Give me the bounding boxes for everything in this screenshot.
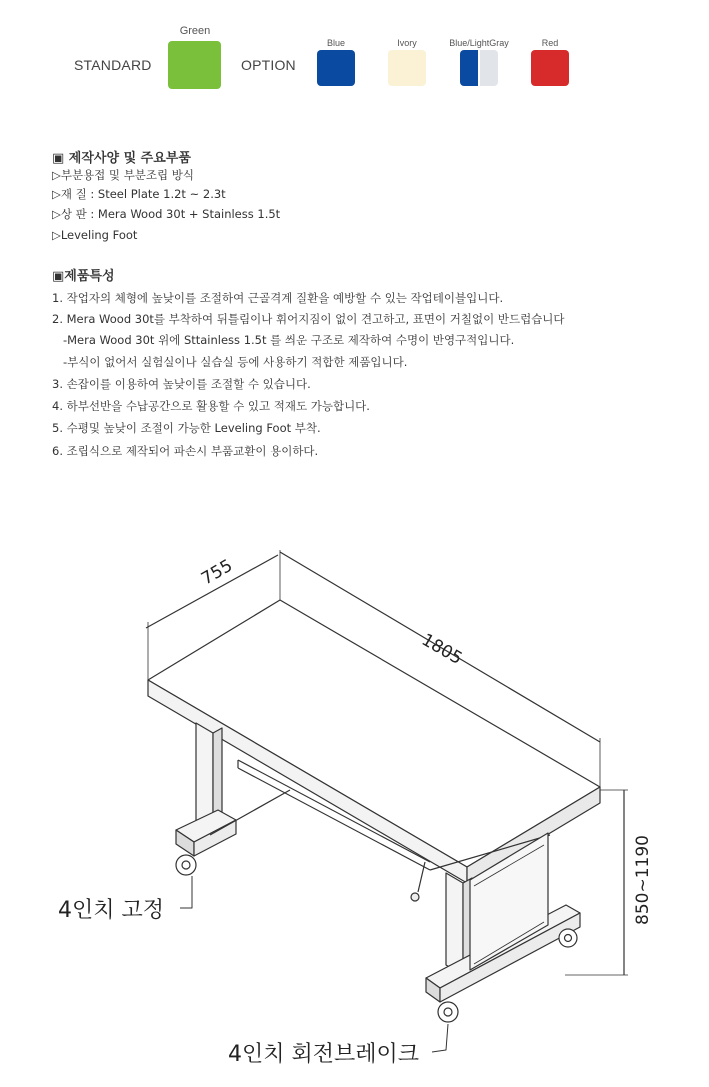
feature-line: 5. 수평및 높낮이 조절이 가능한 Leveling Foot 부착. bbox=[52, 421, 321, 435]
blue-swatch-label: Blue bbox=[326, 38, 345, 48]
feature-line: 4. 하부선반을 수납공간으로 활용할 수 있고 적재도 가능합니다. bbox=[52, 399, 370, 413]
blue-lightgray-swatch bbox=[460, 50, 498, 86]
feature-line: 6. 조립식으로 제작되어 파손시 부품교환이 용이하다. bbox=[52, 444, 319, 458]
crank-handle bbox=[418, 862, 425, 892]
ivory-swatch bbox=[388, 50, 426, 86]
caster-swivel-label: 4인치 회전브레이크 bbox=[228, 1042, 420, 1067]
feature-line: -Mera Wood 30t 위에 Sttainless 1.5t 를 씌운 구조로 제작하여 수명이 반영구적입니다. bbox=[52, 333, 515, 347]
feature-line: -부식이 없어서 실험실이나 실습실 등에 사용하기 적합한 제품입니다. bbox=[52, 355, 408, 369]
length-dimension-label: 1805 bbox=[418, 630, 466, 669]
features-title: ▣제품특성 bbox=[52, 269, 115, 284]
green-swatch-label: Green bbox=[179, 25, 211, 37]
red-swatch-label: Red bbox=[541, 38, 559, 48]
specs-title: ▣ 제작사양 및 주요부품 bbox=[52, 151, 191, 166]
green-swatch bbox=[168, 41, 221, 89]
blue-lightgray-swatch-label: Blue/LightGray bbox=[449, 38, 509, 48]
spec-line: ▷Leveling Foot bbox=[52, 228, 138, 242]
red-swatch bbox=[531, 50, 569, 86]
feature-line: 2. Mera Wood 30t를 부착하여 뒤틀림이나 휘어지짐이 없이 견고하고, 표면이 거칠없이 반드럽습니다 bbox=[52, 312, 565, 326]
ivory-swatch-label: Ivory bbox=[397, 38, 417, 48]
caster-swivel-leader bbox=[432, 1024, 448, 1052]
height-dimension-label: 850~1190 bbox=[633, 835, 653, 925]
blue-swatch bbox=[317, 50, 355, 86]
spec-line: ▷상 판 : Mera Wood 30t + Stainless 1.5t bbox=[52, 207, 281, 221]
feature-line: 1. 작업자의 체형에 높낮이를 조절하여 근골격계 질환을 예방할 수 있는 작업테이블입니다. bbox=[52, 291, 504, 305]
option-label: OPTION bbox=[241, 57, 296, 73]
depth-dimension-label: 755 bbox=[198, 555, 237, 590]
spec-line: ▷재 질 : Steel Plate 1.2t ~ 2.3t bbox=[52, 187, 226, 201]
table-diagram bbox=[0, 520, 709, 1087]
caster-fixed-leader bbox=[180, 876, 192, 908]
standard-label: STANDARD bbox=[74, 57, 152, 73]
spec-line: ▷부분용접 및 부분조립 방식 bbox=[52, 168, 195, 182]
feature-line: 3. 손잡이를 이용하여 높낮이를 조절할 수 있습니다. bbox=[52, 377, 311, 391]
caster-fixed-label: 4인치 고정 bbox=[58, 898, 164, 923]
